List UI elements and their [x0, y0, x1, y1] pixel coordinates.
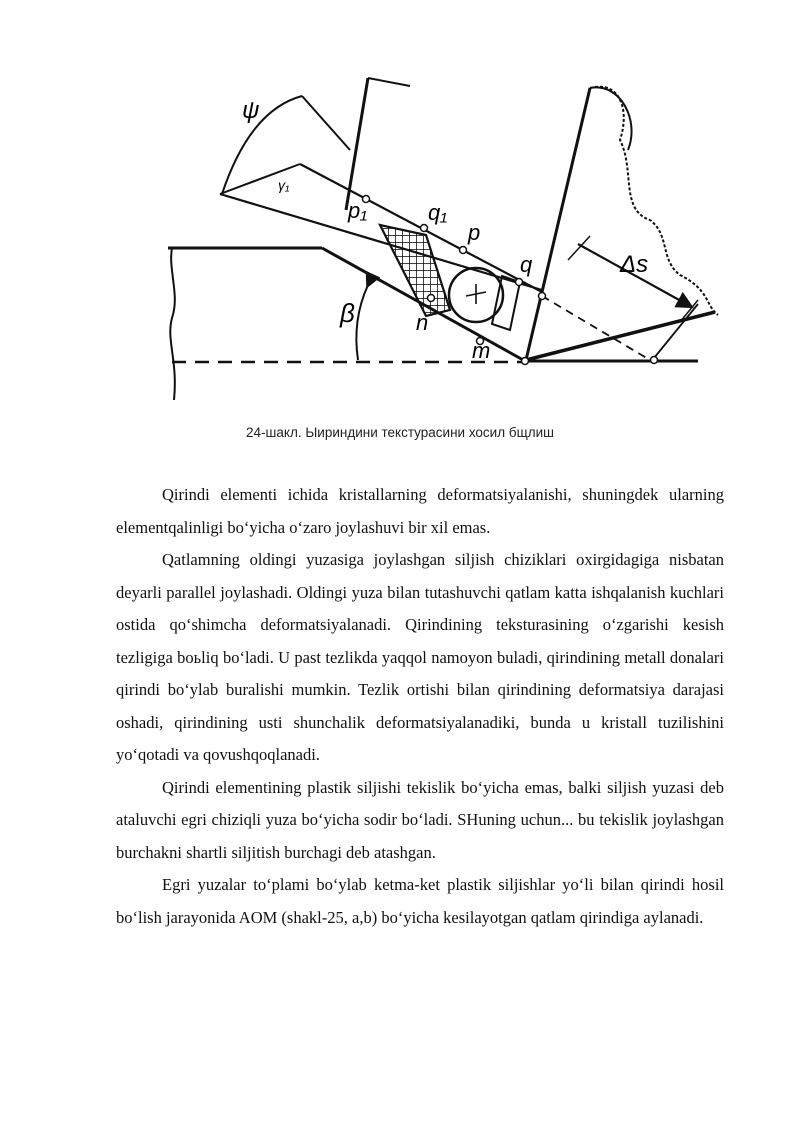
- label-p1: p₁: [348, 198, 368, 223]
- label-n: n: [416, 310, 429, 335]
- label-q1: q₁: [428, 200, 448, 225]
- label-q: q: [520, 252, 533, 277]
- label-gamma: γ₁: [278, 177, 290, 193]
- label-psi: ψ: [242, 97, 260, 124]
- label-m: m: [472, 338, 491, 363]
- chip-formation-figure: [150, 60, 730, 420]
- label-delta-s: Δs: [620, 251, 649, 278]
- figure-caption: 24-шакл. Ыириндини текстурасини хосил бщлиш: [246, 425, 554, 440]
- tool-left-face: [346, 78, 368, 210]
- tool-outline: [590, 87, 718, 315]
- label-beta: β: [340, 298, 355, 328]
- paragraph-1: Qirindi elementi ichida kristallarning deformatsiyalanishi, shuningdek ularning elementqalinligi bo‘yicha o‘zaro joylashuvi bir xil emas.: [116, 485, 724, 537]
- label-p: p: [468, 220, 481, 245]
- paragraph-3: Qirindi elementining plastik siljishi tekislik bo‘yicha emas, balki siljish yuzasi deb ataluvchi egri chiziqli yuza bo‘yicha sodir bo‘ladi. SHuning uchun... bu tekislik joylashgan burchakni shartli siljitish burchagi deb atashgan.: [116, 777, 724, 862]
- paragraph-4: Egri yuzalar to‘plami bo‘ylab ketma-ket plastik siljishlar yo‘li bilan qirindi hosil bo‘lish jarayonida AOM (shakl-25, a,b) bo‘yicha kesilayotgan qatlam qirindiga aylanadi.: [116, 875, 724, 927]
- paragraph-2: Qatlamning oldingi yuzasiga joylashgan siljish chiziklari oxirgidagiga nisbatan deyarli parallel joylashadi. Oldingi yuza bilan tutashuvchi qatlam katta ishqalanish kuchlari ostida qo‘shimcha deformatsiyalanadi. Qirindining teksturasining o‘zgarishi kesish tezligiga boьliq bo‘ladi. U past tezlikda yaqqol namoyon buladi, qirindining metall donalari qirindi bo‘ylab buralishi mumkin. Tezlik ortishi bilan qirindining deformatsiya darajasi oshadi, qirindining usti shunchalik deformatsiyalanadiki, bunda u kristall tuzilishini yo‘qotadi va qovushqoqlanadi.: [116, 550, 724, 764]
- chip-formation-diagram: [150, 60, 730, 420]
- body-text: [116, 479, 724, 934]
- beta-arc: [356, 285, 368, 360]
- workpiece-left-edge: [170, 248, 175, 400]
